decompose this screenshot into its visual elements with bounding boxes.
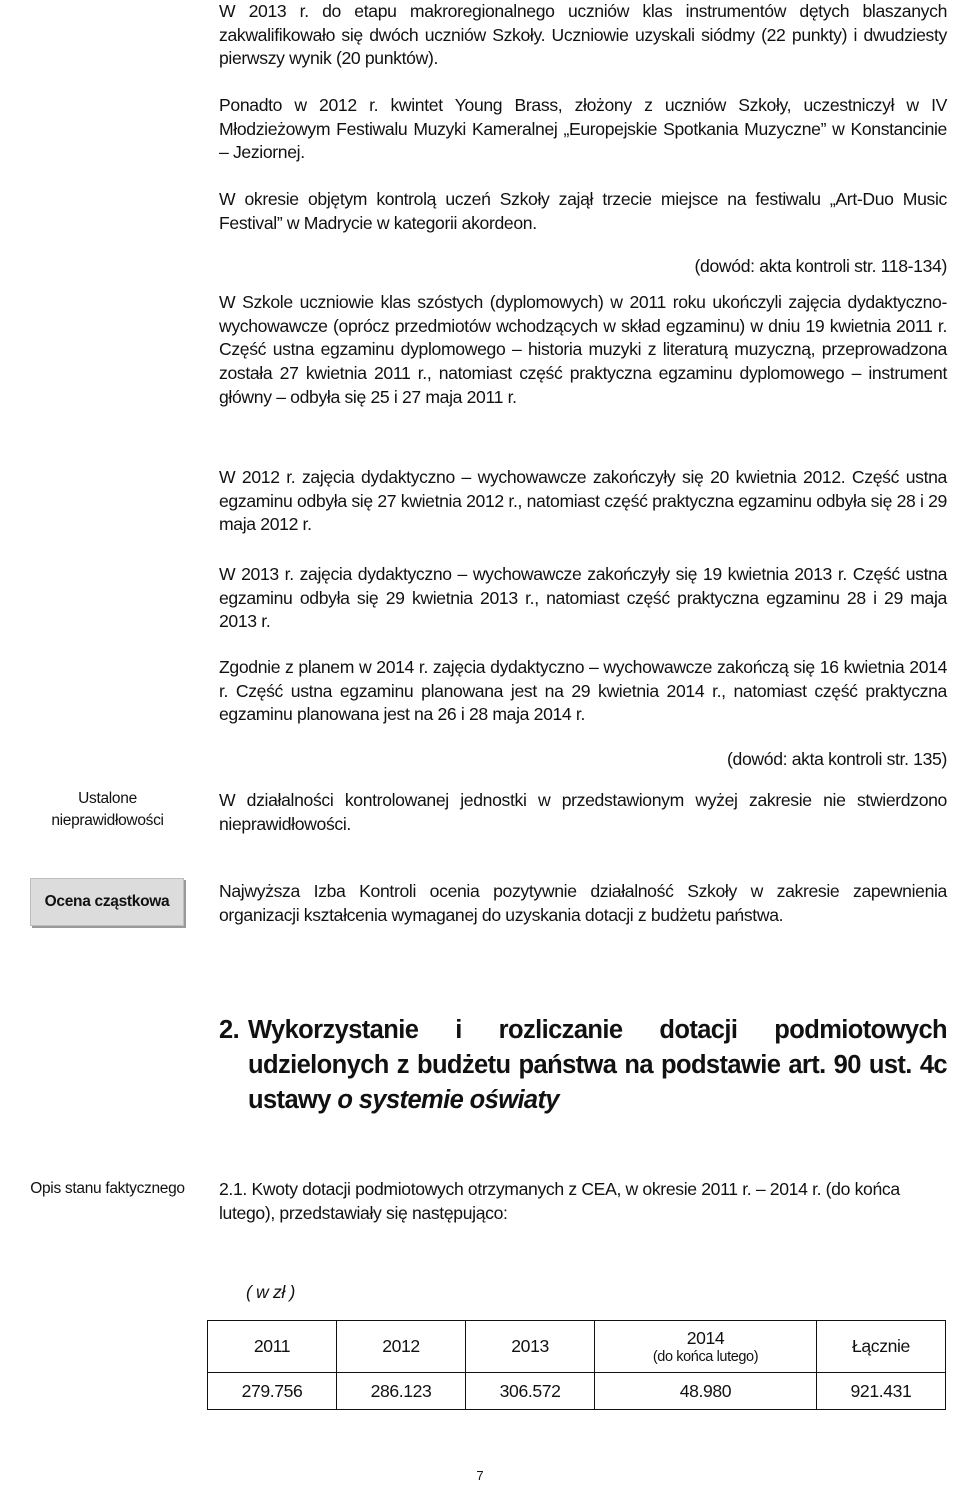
table-row (208, 1373, 946, 1410)
table-cell: 286.123 (337, 1373, 466, 1410)
side-label-ocena (30, 878, 184, 926)
table-header-cell: Łącznie (816, 1321, 945, 1373)
paragraph-5 (219, 466, 947, 537)
table-cell: 921.431 (816, 1373, 945, 1410)
paragraph-text: Zgodnie z planem w 2014 r. zajęcia dydaktyczno – wychowawcze zakończą się 16 kwietnia 2014 r. Część ustna egzaminu planowana jest na 29 kwietnia 2014 r., natomiast część praktyczna egzaminu planowana jest na 26 i 28 maja 2014 r. (219, 657, 947, 725)
paragraph-text: W 2012 r. zajęcia dydaktyczno – wychowawcze zakończyły się 20 kwietnia 2012. Część ustna egzaminu odbyła się 27 kwietnia 2012 r., natomiast część praktyczna egzaminu odbyła się 28 i 29 maja 2012 r. (219, 467, 947, 535)
paragraph-8 (219, 789, 947, 836)
paragraph-text: W 2013 r. zajęcia dydaktyczno – wychowawcze zakończyły się 19 kwietnia 2013 r. Część ustna egzaminu odbyła się 29 kwietnia 2013 r., natomiast część praktyczna egzaminu 28 i 29 maja 2013 r. (219, 564, 947, 632)
table-cell: 306.572 (466, 1373, 595, 1410)
table-header-2014: 2014 (686, 1328, 725, 1348)
paragraph-text: Najwyższa Izba Kontroli ocenia pozytywnie działalność Szkoły w zakresie zapewnienia organizacji kształcenia wymaganej do uzyskania dotacji z budżetu państwa. (219, 881, 947, 925)
table-header-cell: 2011 (208, 1321, 337, 1373)
paragraph-6 (219, 563, 947, 634)
paragraph-text: 2.1. Kwoty dotacji podmiotowych otrzymanych z CEA, w okresie 2011 r. – 2014 r. (do końca lutego), przedstawiały się następująco: (219, 1179, 900, 1223)
paragraph-text: W działalności kontrolowanej jednostki w przedstawionym wyżej zakresie nie stwierdzono nieprawidłowości. (219, 790, 947, 834)
evidence-text: (dowód: akta kontroli str. 135) (727, 749, 947, 769)
table-header-cell: 2013 (466, 1321, 595, 1373)
side-label-ocena-text: Ocena cząstkowa (44, 893, 170, 910)
section-number: 2. (219, 1016, 240, 1044)
subsidy-table (207, 1320, 946, 1410)
table-header-cell (595, 1321, 817, 1373)
evidence-note-2 (219, 748, 947, 772)
section-title-plain: Wykorzystanie i rozliczanie dotacji podmiotowych udzielonych z budżetu państwa na podstawie art. 90 ust. 4c ustawy (248, 1016, 947, 1114)
section-title (248, 1013, 947, 1118)
table-cell: 279.756 (208, 1373, 337, 1410)
evidence-note-1 (219, 255, 947, 279)
table-header-row (208, 1321, 946, 1373)
table-header-cell: 2012 (337, 1321, 466, 1373)
paragraph-text: W Szkole uczniowie klas szóstych (dyplomowych) w 2011 roku ukończyli zajęcia dydaktyczno-wychowawcze (oprócz przedmiotów wchodzących w skład egzaminu) w dniu 19 kwietnia 2011 r. Część ustna egzaminu dyplomowego – historia muzyki z literaturą muzyczną, przeprowadzona została 27 kwietnia 2011 r., natomiast część praktyczna egzaminu dyplomowego – instrument główny – odbyła się 25 i 27 maja 2011 r. (219, 292, 947, 407)
paragraph-9 (219, 880, 947, 927)
table-header-2014-sub: (do końca lutego) (652, 1349, 759, 1365)
paragraph-7 (219, 656, 947, 727)
paragraph-2 (219, 94, 947, 165)
paragraph-3 (219, 188, 947, 235)
table-unit-label: ( w zł ) (246, 1282, 295, 1302)
side-label-ustalone: Ustalone nieprawidłowości (51, 790, 164, 829)
paragraph-text: W 2013 r. do etapu makroregionalnego uczniów klas instrumentów dętych blaszanych zakwalifikowało się dwóch uczniów Szkoły. Uczniowie uzyskali siódmy (22 punkty) i dwudziesty pierwszy wynik (20 punktów). (219, 1, 947, 69)
paragraph-text: Ponadto w 2012 r. kwintet Young Brass, złożony z uczniów Szkoły, uczestniczył w IV Młodzieżowym Festiwalu Muzyki Kameralnej „Europejskie Spotkania Muzyczne” w Konstancinie – Jeziornej. (219, 95, 947, 163)
paragraph-text: W okresie objętym kontrolą uczeń Szkoły zajął trzecie miejsce na festiwalu „Art-Duo Music Festival” w Madrycie w kategorii akordeon. (219, 189, 947, 233)
evidence-text: (dowód: akta kontroli str. 118-134) (694, 256, 947, 276)
section-heading (219, 1013, 947, 1118)
paragraph-10 (219, 1178, 947, 1225)
table-cell: 48.980 (595, 1373, 817, 1410)
paragraph-4 (219, 291, 947, 410)
paragraph-1 (219, 0, 947, 71)
side-label-opis: Opis stanu faktycznego (30, 1180, 185, 1197)
page-number: 7 (476, 1468, 484, 1483)
section-title-italic: o systemie oświaty (337, 1086, 559, 1114)
